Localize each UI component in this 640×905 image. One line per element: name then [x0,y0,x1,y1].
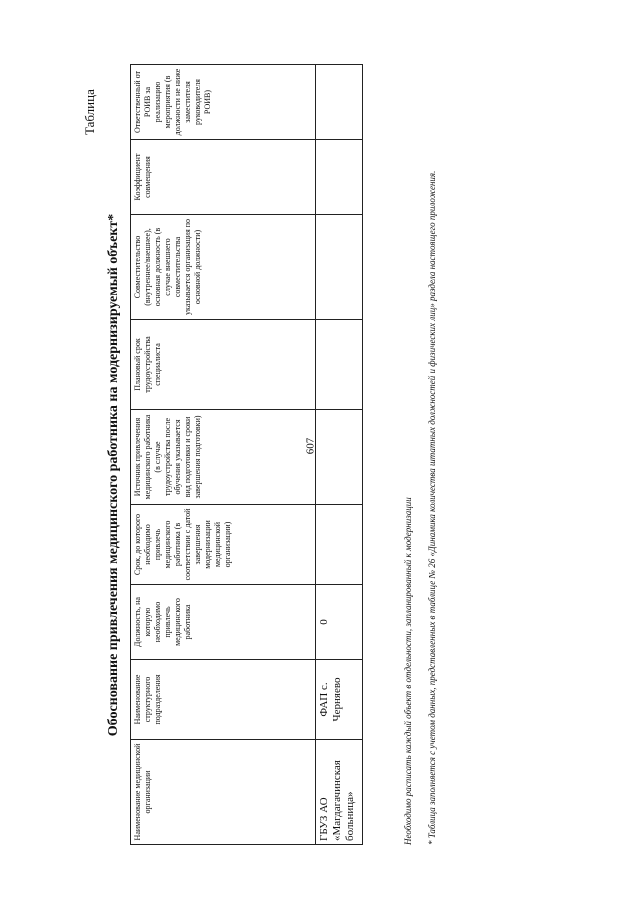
footnote-2: * Таблица заполняется с учетом данных, представленных в таблице № 26 «Динамика количества штатных должностей и физических лиц» раздела настоящего приложения. [427,170,437,845]
table-label: Таблица [82,89,97,135]
cell-position: 0 [316,585,363,660]
cell-source [316,410,363,505]
table-row [316,65,363,845]
column-header: Совместительство (внутреннее/внешнее), основная должность (в случае внешнего совместительства указывается организация по основной должности) [131,215,316,320]
cell-coefficient [316,140,363,215]
cell-combination [316,215,363,320]
column-header: Наименование медицинской организации [131,740,316,845]
footnote-1: Необходимо расписать каждый объект в отдельности, запланированный к модернизации [403,497,413,845]
column-header: Срок, до которого необходимо привлечь медицинского работника (в соответствии с датой завершения модернизации медицинской организации) [131,505,316,585]
cell-organization: ГБУЗ АО «Магдагачинская больница» [316,740,363,845]
column-header: Наименование структурного подразделения [131,660,316,740]
column-header: Коэффициент совмещения [131,140,316,215]
cell-deadline [316,505,363,585]
column-header: Плановый срок трудоустройства специалиста [131,320,316,410]
page-title: Обоснование привлечения медицинского работника на модернизируемый объект* [106,213,121,737]
column-header: Должность, на которую необходимо привлечь медицинского работника [131,585,316,660]
page-number: 607 [304,437,317,455]
justification-table [130,64,363,845]
cell-department: ФАП с. Черняево [316,660,363,740]
table-header-row [131,65,316,845]
column-header: Источник привлечения медицинского работника (в случае трудоустройства после обучения указывается вид подготовки и сроки завершения подготовки) [131,410,316,505]
cell-planned [316,320,363,410]
cell-responsible [316,65,363,140]
column-header: Ответственный от РОИВ за реализацию мероприятия (в должности не ниже заместителя руководителя РОИВ) [131,65,316,140]
